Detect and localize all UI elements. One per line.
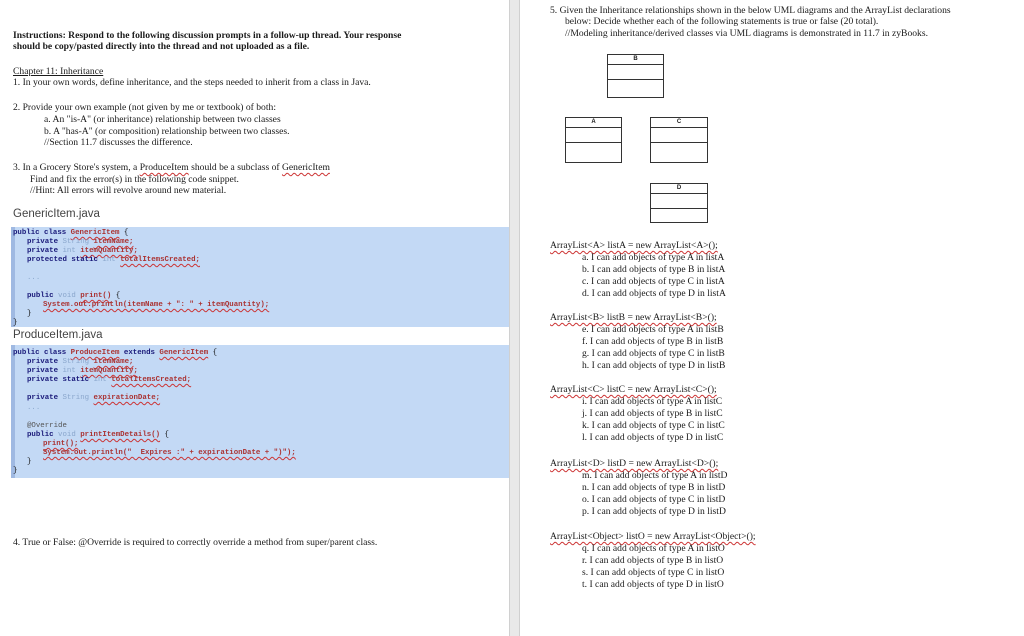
instructions-line-1: Instructions: Respond to the following discussion prompts in a follow-up thread. Your response [13,30,402,41]
list-item: n. I can add objects of type B in listD [582,482,726,493]
code-line: ... [27,274,41,282]
list-declaration: ArrayList<C> listC = new ArrayList<C>(); [550,384,717,395]
list-item: j. I can add objects of type B in listC [582,408,723,419]
list-item: s. I can add objects of type C in listO [582,567,725,578]
code-line: private int itemQuantity; [27,367,138,375]
list-item: k. I can add objects of type C in listC [582,420,725,431]
code-line: } [27,458,32,466]
list-declaration: ArrayList<B> listB = new ArrayList<B>(); [550,312,717,323]
code-line: } [13,319,18,327]
list-item: m. I can add objects of type A in listD [582,470,728,481]
list-item: a. I can add objects of type A in listA [582,252,725,263]
code-line: System.out.println(itemName + ": " + itemQuantity); [43,301,270,309]
code-line: } [27,310,32,318]
code-block-produceitem [13,345,510,478]
question-2-note: //Section 11.7 discusses the difference. [44,137,193,148]
code-line: private String itemName; [27,358,134,366]
code-line: @Override [27,422,67,430]
list-item: f. I can add objects of type B in listB [582,336,724,347]
list-item: o. I can add objects of type C in listD [582,494,726,505]
list-declaration: ArrayList<D> listD = new ArrayList<D>(); [550,458,719,469]
file-2-name: ProduceItem.java [13,329,103,341]
left-page [13,0,510,636]
code-line: private int itemQuantity; [27,247,138,255]
right-page [520,0,1024,636]
question-4: 4. True or False: @Override is required to correctly override a method from super/parent class. [13,537,378,548]
page-divider [509,0,520,636]
question-5-line-3: //Modeling inheritance/derived classes via UML diagrams is demonstrated in 11.7 in zyBooks. [565,28,928,39]
code-line: public void print() { [27,292,121,300]
list-declaration: ArrayList<A> listA = new ArrayList<A>(); [550,240,718,251]
code-line: } [13,467,18,475]
list-declaration: ArrayList<Object> listO = new ArrayList<Object>(); [550,531,756,542]
question-5-line-2: below: Decide whether each of the following statements is true or false (20 total). [565,16,879,27]
code-line: private String itemName; [27,238,134,246]
uml-class-c: C [650,117,708,163]
code-line: public class GenericItem { [13,229,129,237]
list-item: t. I can add objects of type D in listO [582,579,724,590]
code-line: protected static int totalItemsCreated; [27,256,200,264]
code-line: print(); [43,440,79,448]
question-3-hint: //Hint: All errors will revolve around new material. [30,185,227,196]
code-line: System.out.println(" Expires :" + expirationDate + ")"); [43,449,296,457]
list-item: r. I can add objects of type B in listO [582,555,724,566]
code-line: private String expirationDate; [27,394,161,402]
question-2-b: b. A "has-A" (or composition) relationship between two classes. [44,126,290,137]
question-2-stem: 2. Provide your own example (not given by me or textbook) of both: [13,102,276,113]
question-5-line-1: 5. Given the Inheritance relationships shown in the below UML diagrams and the ArrayList declarations [550,5,951,16]
list-item: q. I can add objects of type A in listO [582,543,725,554]
file-1-name: GenericItem.java [13,208,100,220]
list-item: p. I can add objects of type D in listD [582,506,726,517]
list-item: e. I can add objects of type A in listB [582,324,724,335]
list-item: h. I can add objects of type D in listB [582,360,726,371]
question-3-stem: 3. In a Grocery Store's system, a ProduceItem should be a subclass of GenericItem [13,162,330,173]
instructions-line-2: should be copy/pasted directly into the thread and not uploaded as a file. [13,41,310,52]
question-3-line-2: Find and fix the error(s) in the following code snippet. [30,174,239,185]
uml-class-d: D [650,183,708,223]
question-2-a: a. An "is-A" (or inheritance) relationship between two classes [44,114,281,125]
uml-diagram [520,0,1024,236]
list-item: i. I can add objects of type A in listC [582,396,723,407]
list-item: l. I can add objects of type D in listC [582,432,724,443]
code-block-genericitem [13,227,510,327]
code-line: private static int totalItemsCreated; [27,376,192,384]
list-item: d. I can add objects of type D in listA [582,288,726,299]
list-item: g. I can add objects of type C in listB [582,348,725,359]
uml-class-b: B [607,54,664,98]
code-line: public class ProduceItem extends GenericItem { [13,349,218,357]
question-1: 1. In your own words, define inheritance, and the steps needed to inherit from a class in Java. [13,77,371,88]
code-line: public void printItemDetails() { [27,431,169,439]
uml-class-a: A [565,117,622,163]
list-item: b. I can add objects of type B in listA [582,264,726,275]
code-line: ... [27,404,41,412]
chapter-heading: Chapter 11: Inheritance [13,66,104,77]
list-item: c. I can add objects of type C in listA [582,276,725,287]
